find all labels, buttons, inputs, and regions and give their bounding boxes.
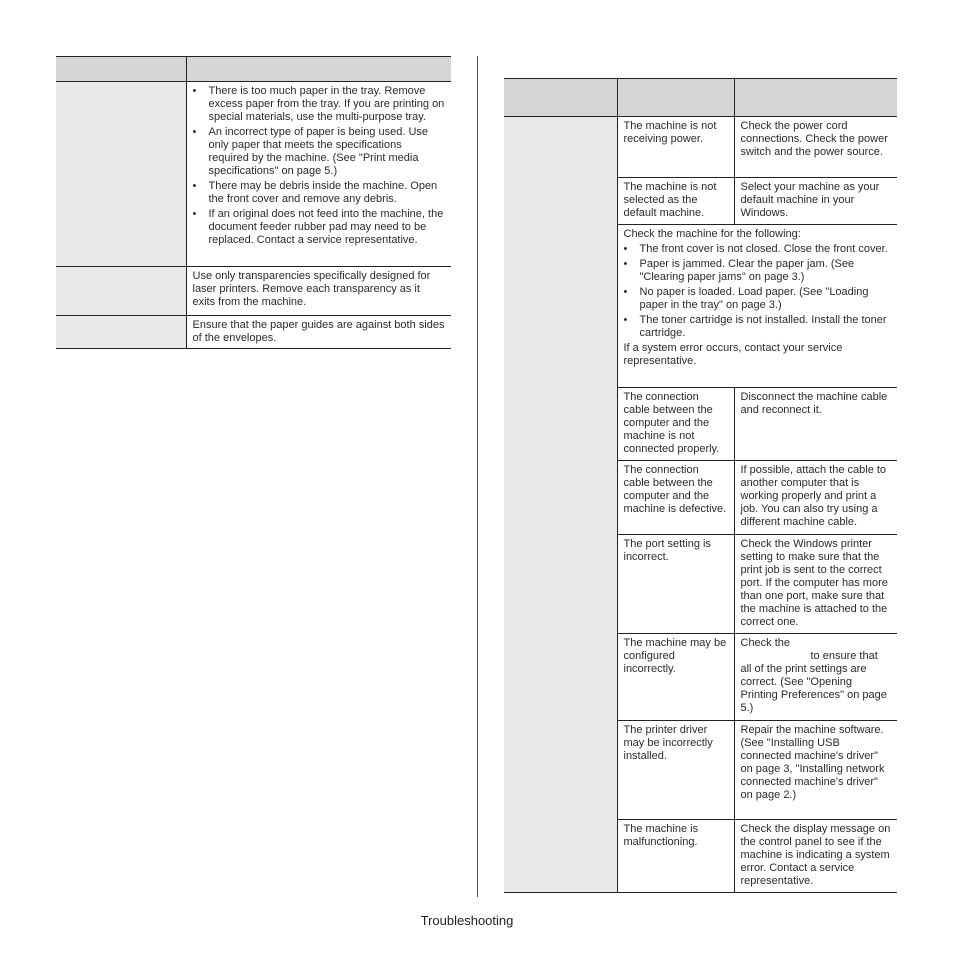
printing-troubleshooting-table xyxy=(504,78,897,893)
table-row xyxy=(56,267,451,316)
solution-text: Check the power cord connections. Check the power switch and the power source. xyxy=(734,117,897,178)
check-outro: If a system error occurs, contact your service representative. xyxy=(623,342,843,367)
list-item: • The front cover is not closed. Close the front cover. xyxy=(624,243,892,256)
solution-text-end: to ensure that all of the print settings are correct. (See "Opening Printing Preferences" on page 5.) xyxy=(740,650,887,714)
solution-text: Ensure that the paper guides are against both sides of the envelopes. xyxy=(186,316,451,349)
check-list xyxy=(624,243,892,340)
solution-text: Repair the machine software. (See "Installing USB connected machine's driver" on page 3, "Installing network connected machine's driver" on page 2.) xyxy=(734,721,897,820)
list-item: • There is too much paper in the tray. Remove excess paper from the tray. If you are printing on special materials, use the multi-purpose tray. xyxy=(193,85,446,124)
list-item: • An incorrect type of paper is being used. Use only paper that meets the specifications required by the machine. (See "Print media specifications" on page 5.) xyxy=(193,126,446,178)
solution-text: Disconnect the machine cable and reconnect it. xyxy=(734,388,897,461)
check-intro: Check the machine for the following: xyxy=(623,228,801,240)
cause-text: The machine may be configured incorrectly. xyxy=(617,634,734,721)
cause-text: The machine is malfunctioning. xyxy=(617,820,734,893)
cause-list xyxy=(193,85,446,247)
list-item: • If an original does not feed into the machine, the document feeder rubber pad may need to be replaced. Contact a service representative. xyxy=(193,208,446,247)
solution-text: If possible, attach the cable to another computer that is working properly and print a job. You can also try using a different machine cable. xyxy=(734,461,897,535)
solution-text: Select your machine as your default machine in your Windows. xyxy=(734,178,897,225)
cause-text: The connection cable between the computer and the machine is not connected properly. xyxy=(617,388,734,461)
cause-text: The machine is not receiving power. xyxy=(617,117,734,178)
list-item: • No paper is loaded. Load paper. (See "Loading paper in the tray" on page 3.) xyxy=(624,286,892,312)
cause-text: The port setting is incorrect. xyxy=(617,535,734,634)
cause-text: The machine is not selected as the default machine. xyxy=(617,178,734,225)
solution-text: Check the display message on the control panel to see if the machine is indicating a system error. Contact a service representative. xyxy=(734,820,897,893)
solution-text: Use only transparencies specifically designed for laser printers. Remove each transparency as it exits from the machine. xyxy=(186,267,451,316)
cause-text: The connection cable between the computer and the machine is defective. xyxy=(617,461,734,535)
column-divider xyxy=(477,56,478,897)
table-header-row xyxy=(504,79,897,117)
solution-text-start: Check the xyxy=(740,637,791,649)
table-row xyxy=(56,82,451,267)
list-item: • Paper is jammed. Clear the paper jam. (See "Clearing paper jams" on page 3.) xyxy=(624,258,892,284)
table-row xyxy=(56,316,451,349)
page-footer: Troubleshooting xyxy=(420,913,514,928)
table-row xyxy=(504,117,897,178)
cause-text: The printer driver may be incorrectly installed. xyxy=(617,721,734,820)
paper-feed-troubleshooting-table xyxy=(56,56,451,349)
solution-text: Check the Windows printer setting to make sure that the print job is sent to the correct port. If the computer has more than one port, make sure that the machine is attached to the correct one. xyxy=(734,535,897,634)
list-item: • There may be debris inside the machine. Open the front cover and remove any debris. xyxy=(193,180,446,206)
list-item: • The toner cartridge is not installed. Install the toner cartridge. xyxy=(624,314,892,340)
table-header-row xyxy=(56,57,451,82)
